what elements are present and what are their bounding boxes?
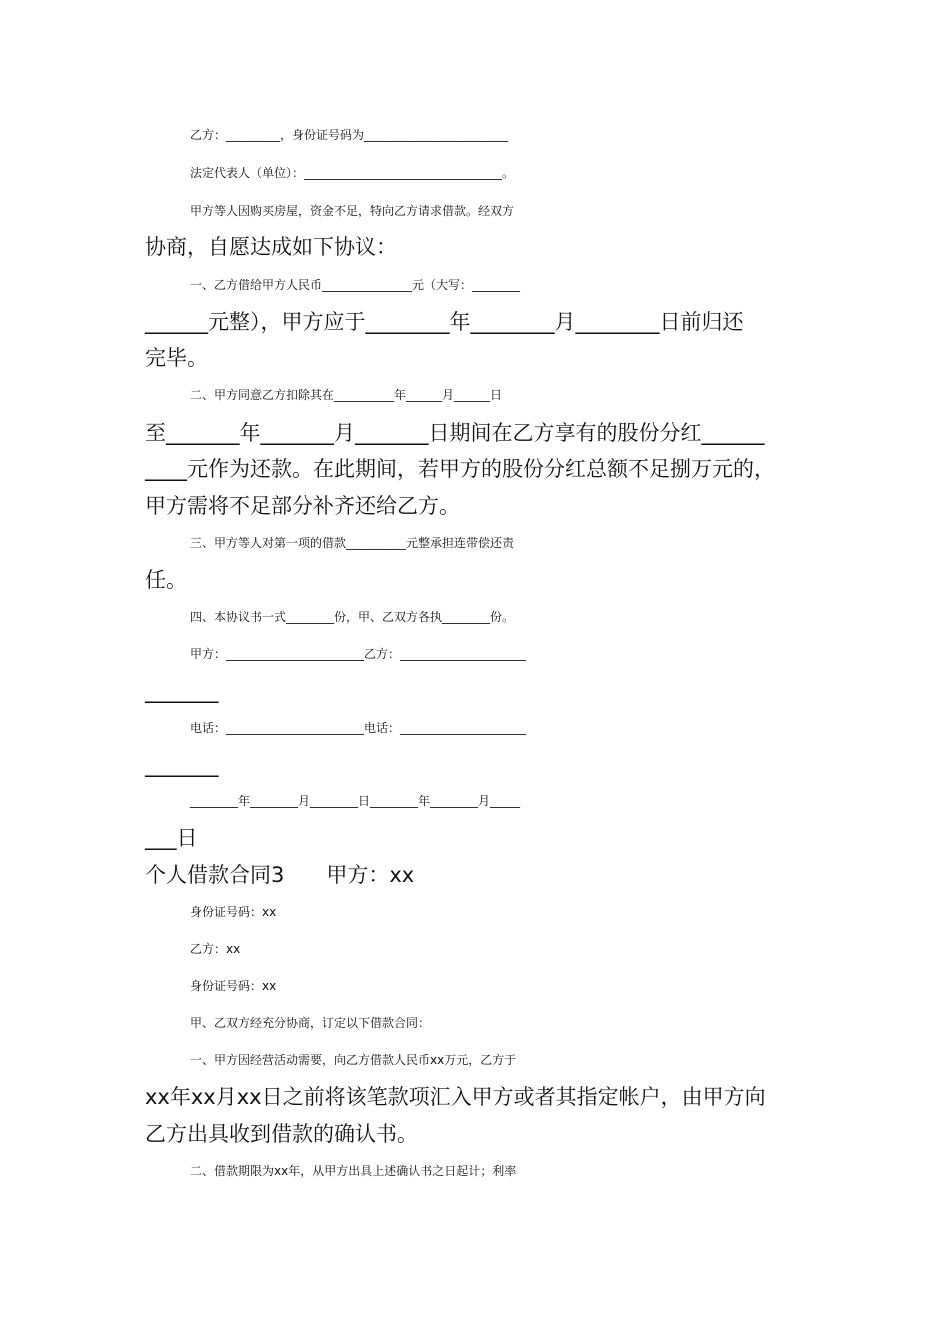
clause-1-line: 一、乙方借给甲方人民币_______________元（大写：________	[190, 278, 521, 292]
clause-1-line: ______元整），甲方应于________年________月________日前归还	[145, 310, 744, 334]
party-b-line: 乙方：xx	[190, 942, 241, 956]
clause-4-line: 四、本协议书一式________份，甲、乙双方各执________份。	[190, 610, 515, 624]
clause-3-line: 任。	[145, 568, 187, 592]
contract-3-heading: 个人借款合同3 甲方：xx	[145, 863, 415, 887]
clause-2-line: ____元作为还款。在此期间，若甲方的股份分红总额不足捌万元的，	[145, 457, 775, 481]
paragraph-line: 协商，自愿达成如下协议：	[145, 235, 397, 259]
paragraph-line: 甲方等人因购买房屋，资金不足，特向乙方请求借款。经双方	[190, 204, 515, 218]
clause-2-line: 二、甲方同意乙方扣除其在__________年______月______日	[190, 388, 503, 402]
signature-line: 甲方：_______________________乙方：_____________________	[190, 647, 527, 661]
date-line: ___日	[145, 826, 198, 850]
clause-1-line: 乙方出具收到借款的确认书。	[145, 1122, 418, 1146]
party-a-id-line: 身份证号码：xx	[190, 905, 277, 919]
party-b-line: 乙方：_________，身份证号码为________________________	[190, 128, 509, 142]
phone-line: _______	[145, 753, 219, 777]
clause-1-line: xx年xx月xx日之前将该笔款项汇入甲方或者其指定帐户，由甲方向	[145, 1085, 766, 1109]
clause-2-line: 至_______年_______月_______日期间在乙方享有的股份分红______	[145, 421, 765, 445]
date-line: ________年________月________日________年________月_____	[190, 794, 521, 808]
phone-line: 电话：_______________________电话：_____________________	[190, 721, 527, 735]
signature-line: _______	[145, 679, 219, 703]
clause-3-line: 三、甲方等人对第一项的借款__________元整承担连带偿还责	[190, 536, 515, 550]
clause-2-line: 二、借款期限为xx年，从甲方出具上述确认书之日起计；利率	[190, 1164, 517, 1178]
legal-rep-line: 法定代表人（单位）：_________________________________。	[190, 166, 515, 180]
clause-1-line: 一、甲方因经营活动需要，向乙方借款人民币xx万元，乙方于	[190, 1053, 517, 1067]
clause-1-line: 完毕。	[145, 346, 208, 370]
clause-2-line: 甲方需将不足部分补齐还给乙方。	[145, 494, 460, 518]
party-b-id-line: 身份证号码：xx	[190, 979, 277, 993]
paragraph-line: 甲、乙双方经充分协商，订定以下借款合同：	[190, 1016, 431, 1030]
